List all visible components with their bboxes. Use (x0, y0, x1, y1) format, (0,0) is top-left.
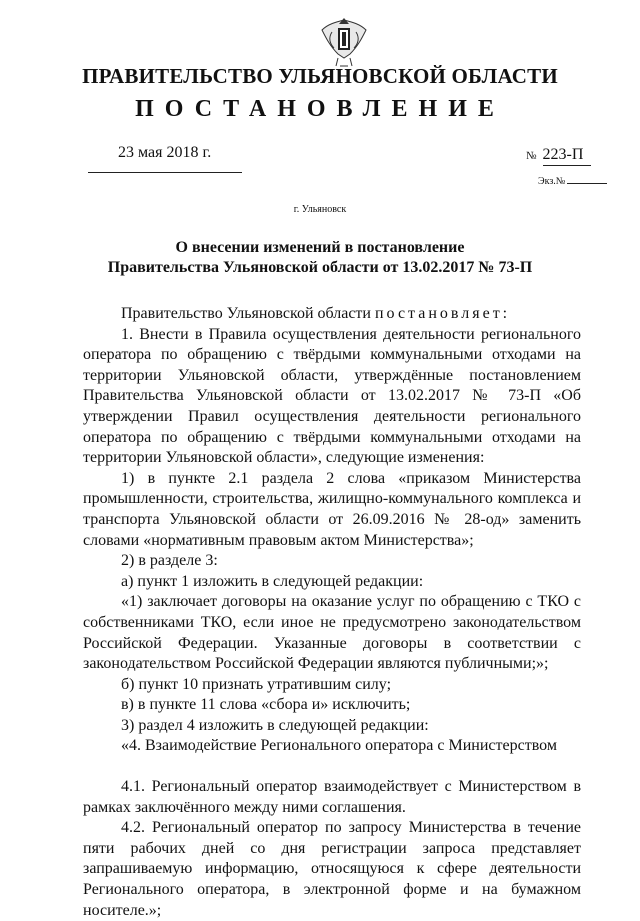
document-body (83, 304, 581, 921)
number-sign: № (526, 150, 537, 162)
paragraph: 1. Внести в Правила осуществления деятельности регионального оператора по обращению с твёрдыми коммунальными отходами на территории Ульяновской области, утверждённые постановлением Правительства Ульяновской области от 13.02.2017 № 73-П «Об утверждении Правил осуществления деятельности регионального оператора по обращению с твёрдыми коммунальными отходами на территории Ульяновской области», следующие изменения: (83, 325, 581, 467)
document-number (526, 146, 591, 166)
document-date: 23 мая 2018 г. (118, 144, 212, 161)
paragraph: 1) в пункте 2.1 раздела 2 слова «приказом Министерства промышленности, строительства, жилищно-коммунального комплекса и транспорта Ульяновской области от 26.09.2016 № 28-од» заменить словами «нормативным правовым актом Министерства»; (83, 469, 581, 549)
copy-blank-line (567, 183, 607, 184)
intro-paragraph (83, 304, 581, 325)
paragraph: 4.2. Региональный оператор по запросу Министерства в течение пяти рабочих дней со дня регистрации запроса представляет запрашиваемую информацию, относящуюся к сфере деятельности Регионального оператора, в электронной форме и на бумажном носителе.»; (83, 819, 581, 919)
copy-label: Экз.№ (538, 176, 566, 187)
document-title (0, 238, 640, 278)
paragraph: а) пункт 1 изложить в следующей редакции: (121, 572, 424, 590)
city-name: г. Ульяновск (293, 204, 347, 215)
intro-subject: Правительство Ульяновской области (121, 305, 371, 322)
paragraph: 3) раздел 4 изложить в следующей редакции: (121, 716, 429, 734)
paragraph: в) в пункте 11 слова «сбора и» исключить; (121, 696, 411, 714)
coat-of-arms-emblem (318, 14, 370, 70)
title-line-2: Правительства Ульяновской области от 13.02.2017 № 73-П (107, 259, 533, 276)
spacer (83, 757, 581, 777)
paragraph: 2) в разделе 3: (121, 552, 218, 570)
date-underline (88, 172, 242, 173)
title-line-1: О внесении изменений в постановление (175, 239, 465, 256)
number-value: 223-П (543, 146, 592, 166)
organization-name: ПРАВИТЕЛЬСТВО УЛЬЯНОВСКОЙ ОБЛАСТИ (82, 64, 558, 88)
copy-number (538, 176, 607, 187)
section-heading: «4. Взаимодействие Регионального оператора с Министерством (121, 737, 557, 755)
document-type: ПОСТАНОВЛЕНИЕ (135, 96, 505, 122)
paragraph: «1) заключает договоры на оказание услуг по обращению с ТКО с собственниками ТКО, если иное не предусмотрено законодательством Российской Федерации. Указанные договоры в соответствии с законодательством Российской Федерации являются публичными;»; (83, 593, 581, 673)
paragraph: б) пункт 10 признать утратившим силу; (121, 675, 392, 693)
intro-verb: постановляет: (374, 305, 511, 322)
paragraph: 4.1. Региональный оператор взаимодействует с Министерством в рамках заключённого между ними соглашения. (83, 778, 581, 816)
